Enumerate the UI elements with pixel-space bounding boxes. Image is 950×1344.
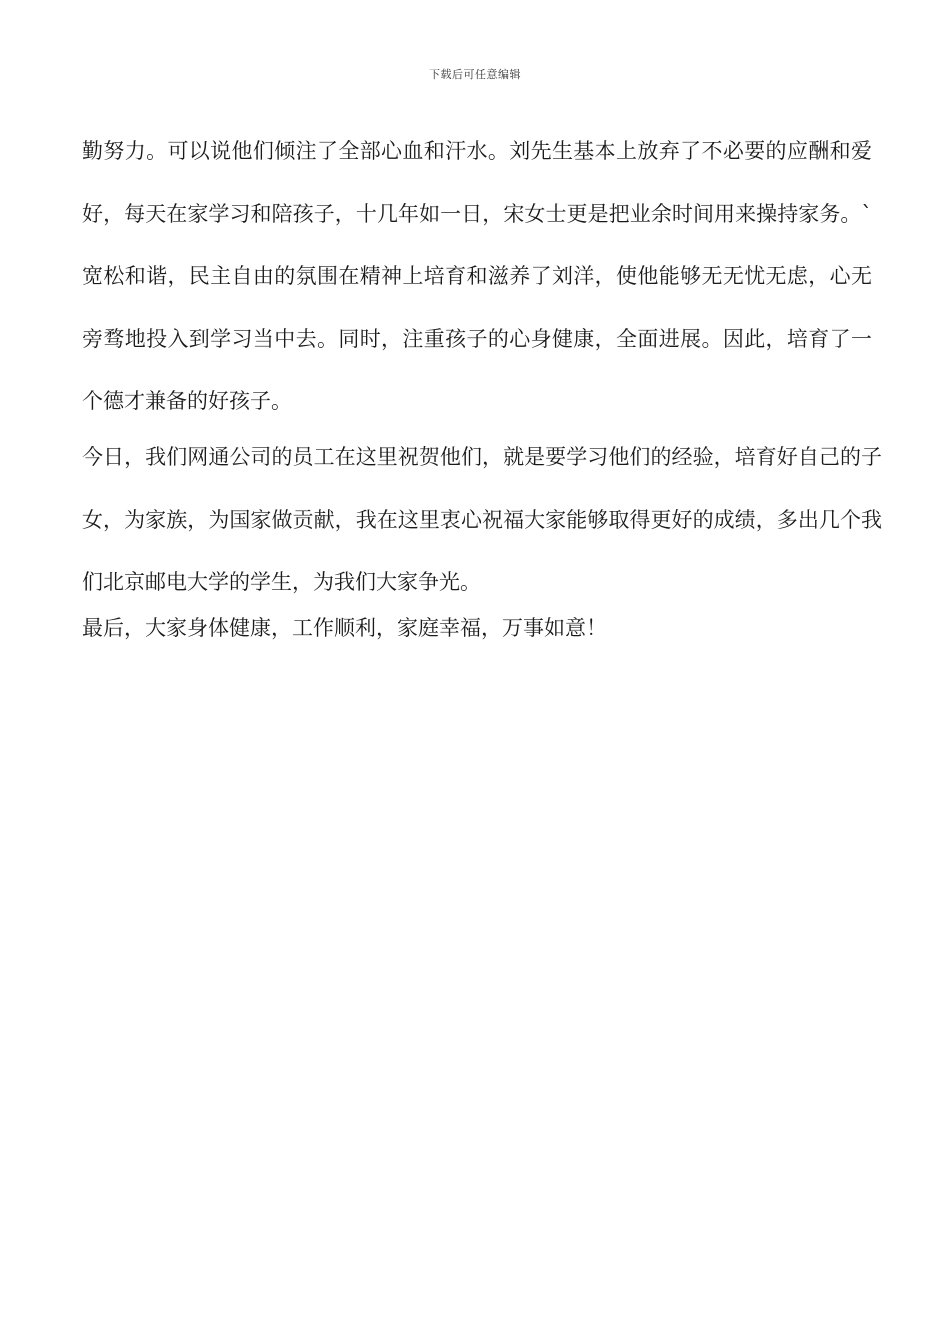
paragraph-3: 最后，大家身体健康，工作顺利，家庭幸福，万事如意！ (82, 616, 607, 640)
header-note: 下载后可任意编辑 (429, 68, 521, 81)
paragraph-2: 今日，我们网通公司的员工在这里祝贺他们，就是要学习他们的经验，培育好自己的子女，为家族，为国家做贡献，我在这里衷心祝福大家能够取得更好的成绩，多出几个我们北京邮电大学的学生，为我们大家争光。 (82, 445, 882, 594)
paragraph-1: 勤努力。可以说他们倾注了全部心血和汗水。刘先生基本上放弃了不必要的应酬和爱好，每天在家学习和陪孩子，十几年如一日，宋女士更是把业余时间用来操持家务。`宽松和谐，民主自由的氛围在精神上培育和滋养了刘洋，使他能够无无忧无虑，心无旁骛地投入到学习当中去。同时，注重孩子的心身健康，全面进展。因此，培育了一个德才兼备的好孩子。 (82, 139, 872, 413)
